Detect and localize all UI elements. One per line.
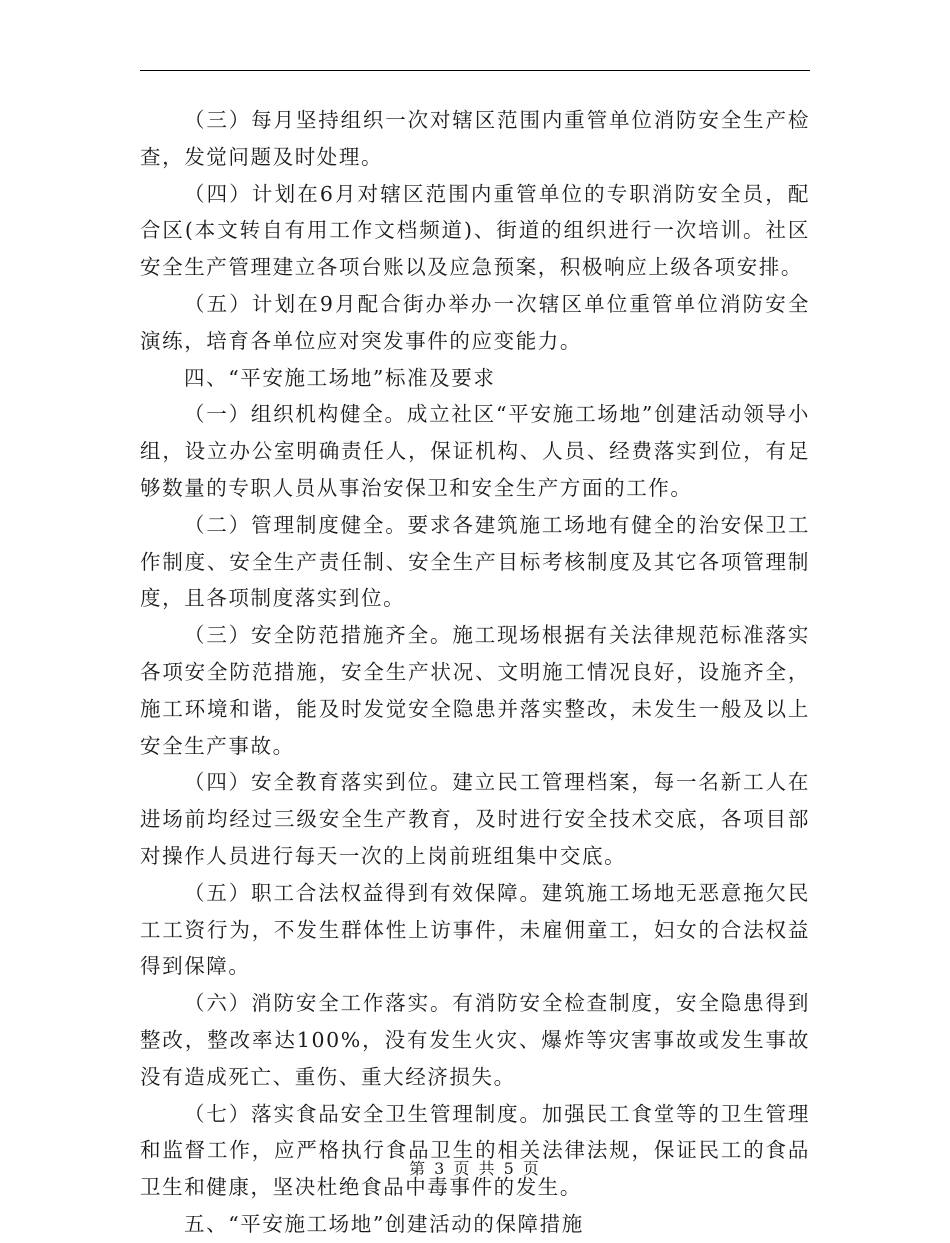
page-number-footer: 第 3 页 共 5 页	[409, 1159, 541, 1178]
paragraph-item-3-monthly-inspection: （三）每月坚持组织一次对辖区范围内重管单位消防安全生产检查，发觉问题及时处理。	[140, 108, 810, 169]
paragraph-standard-4-education: （四）安全教育落实到位。建立民工管理档案，每一名新工人在进场前均经过三级安全生产教育，及时进行安全技术交底，各项目部对操作人员进行每天一次的上岗前班组集中交底。	[140, 770, 810, 868]
paragraph-standard-2-management: （二）管理制度健全。要求各建筑施工场地有健全的治安保卫工作制度、安全生产责任制、安全生产目标考核制度及其它各项管理制度，且各项制度落实到位。	[140, 512, 810, 611]
paragraph-standard-5-worker-rights: （五）职工合法权益得到有效保障。建筑施工场地无恶意拖欠民工工资行为，不发生群体性上访事件，未雇佣童工，妇女的合法权益得到保障。	[140, 880, 810, 979]
paragraph-standard-3-safety-measures: （三）安全防范措施齐全。施工现场根据有关法律规范标准落实各项安全防范措施，安全生产状况、文明施工情况良好，设施齐全，施工环境和谐，能及时发觉安全隐患并落实整改，未发生一般及以上安全生产事故。	[140, 623, 810, 758]
section-heading-5-measures: 五、“平安施工场地”创建活动的保障措施	[184, 1211, 584, 1236]
paragraph-item-4-training-plan: （四）计划在6月对辖区范围内重管单位的专职消防安全员，配合区(本文转自有用工作文档频道)、街道的组织进行一次培训。社区安全生产管理建立各项台账以及应急预案，积极响应上级各项安排。	[140, 181, 810, 280]
paragraph-standard-6-fire-safety: （六）消防安全工作落实。有消防安全检查制度，安全隐患得到整改，整改率达100%，没有发生火灾、爆炸等灾害事故或发生事故没有造成死亡、重伤、重大经济损失。	[140, 991, 810, 1089]
document-body	[140, 102, 810, 1243]
paragraph-standard-7-food-safety: （七）落实食品安全卫生管理制度。加强民工食堂等的卫生管理和监督工作，应严格执行食品卫生的相关法律法规，保证民工的食品卫生和健康，坚决杜绝食品中毒事件的发生。	[140, 1101, 810, 1200]
paragraph-standard-1-organization: （一）组织机构健全。成立社区“平安施工场地”创建活动领导小组，设立办公室明确责任人，保证机构、人员、经费落实到位，有足够数量的专职人员从事治安保卫和安全生产方面的工作。	[140, 402, 810, 500]
section-heading-4-standards: 四、“平安施工场地”标准及要求	[184, 365, 496, 390]
paragraph-item-5-drill-plan: （五）计划在9月配合街办举办一次辖区单位重管单位消防安全演练，培育各单位应对突发事件的应变能力。	[140, 291, 810, 353]
header-rule	[140, 70, 810, 71]
